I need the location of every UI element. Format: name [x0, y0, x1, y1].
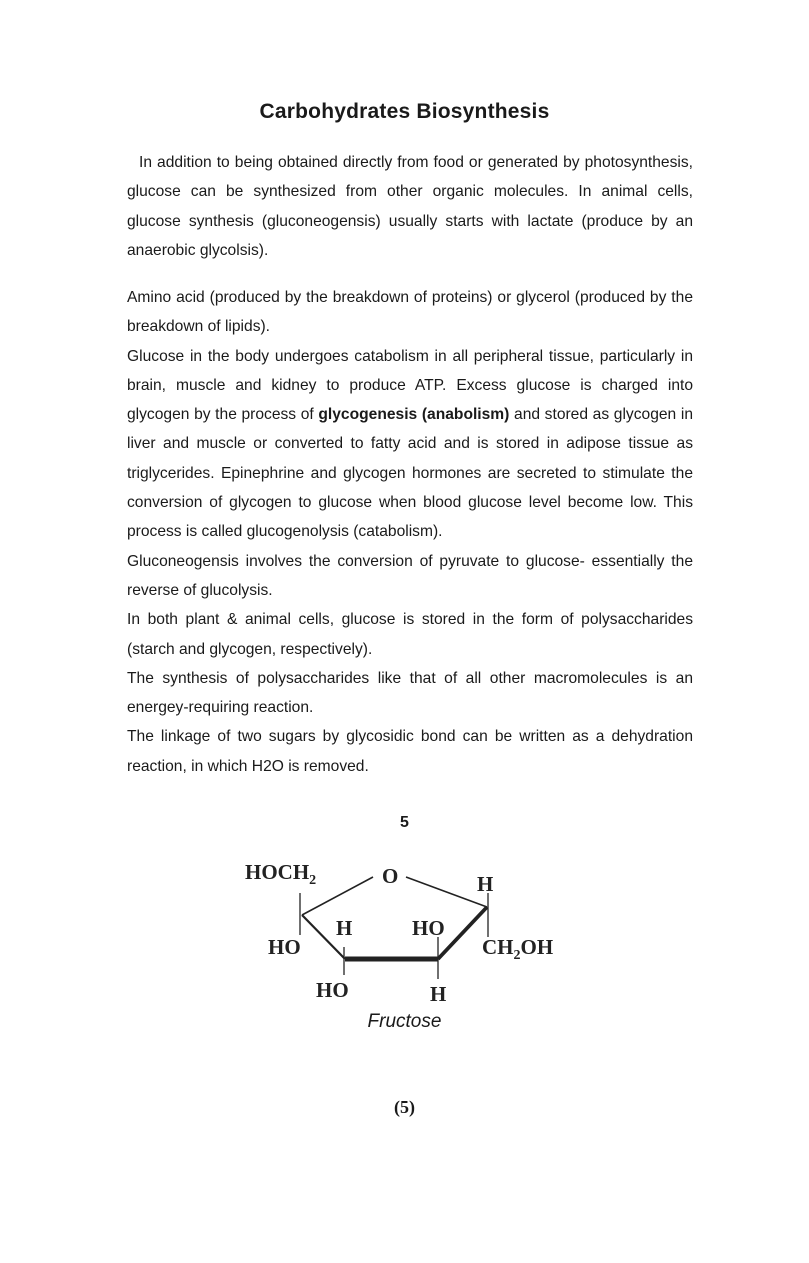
paragraph-text: and stored as glycogen in liver and muscle or converted to fatty acid and is stored in adipose tissue as triglycerides. Epinephrine and glycogen hormones are secreted to stimulate the conversion of glycogen to glucose when blood glucose level become low. This process is called glucogenolysis (catabolism).	[127, 406, 693, 541]
intro-paragraph-block	[127, 148, 693, 265]
page-title: Carbohydrates Biosynthesis	[259, 100, 550, 123]
footer-page-number: (5)	[394, 1097, 415, 1117]
label-ho-left: HO	[268, 935, 301, 959]
figure-number: 5	[400, 814, 409, 831]
label-ho-inner-right: HO	[412, 916, 445, 940]
intro-paragraph: In addition to being obtained directly from food or generated by photosynthesis, glucose can be synthesized from other organic molecules. In animal cells, glucose synthesis (gluconeogensis) usually starts with lactate (produce by an anaerobic glycolsis).	[127, 154, 693, 259]
fructose-ring-svg	[240, 855, 580, 1015]
figure-caption: Fructose	[367, 1011, 442, 1032]
label-h-top-right: H	[477, 872, 494, 896]
paragraph-text: Glucose in the body undergoes catabolism in all peripheral tissue, particularly in brain, muscle and kidney to produce ATP. Excess glucose is charged into glycogen by the process of	[127, 347, 693, 424]
bold-term-glycogenesis: glycogenesis (anabolism)	[318, 406, 510, 424]
label-ho-bottom: HO	[316, 978, 349, 1002]
label-ch2oh: $CH_2OH$	[482, 935, 554, 963]
body-text-block	[127, 283, 693, 781]
fructose-structure-diagram	[240, 855, 580, 1015]
paragraph-polysaccharide-storage: In both plant & animal cells, glucose is stored in the form of polysaccharides (starch and glycogen, respectively).	[127, 611, 693, 658]
paragraph-amino-acid: Amino acid (produced by the breakdown of proteins) or glycerol (produced by the breakdown of lipids).	[127, 289, 693, 336]
paragraph-glycosidic-bond: The linkage of two sugars by glycosidic bond can be written as a dehydration reaction, in which H2O is removed.	[127, 728, 693, 775]
bond-c5-c4	[438, 907, 487, 959]
label-hoch2: $HOCH_2$	[245, 860, 317, 888]
label-h-inner-left: H	[336, 916, 353, 940]
label-ring-oxygen: O	[382, 864, 399, 888]
paragraph-glucose-catabolism	[127, 342, 693, 547]
bond-o-c5	[406, 877, 487, 907]
paragraph-polysaccharide-synthesis: The synthesis of polysaccharides like that of all other macromolecules is an energey-requiring reaction.	[127, 669, 693, 717]
label-h-bottom: H	[430, 982, 447, 1006]
paragraph-gluconeogenesis: Gluconeogensis involves the conversion of pyruvate to glucose- essentially the reverse of glucolysis.	[127, 552, 693, 599]
